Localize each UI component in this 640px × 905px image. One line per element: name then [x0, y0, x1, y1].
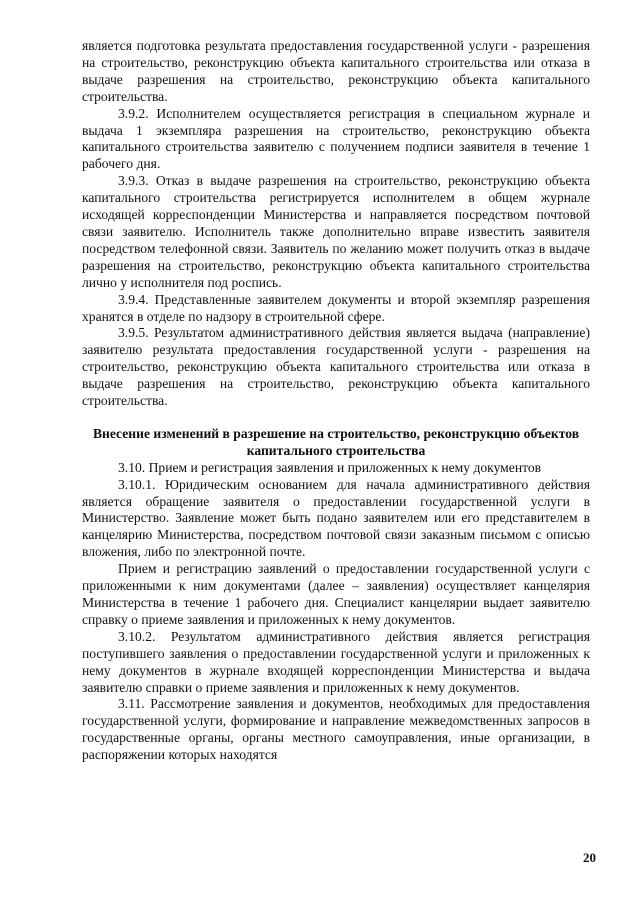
paragraph-continuation: является подготовка результата предоставления государственной услуги - разрешения на строительство, реконструкцию объекта капитального строительства или отказа в выдаче разрешения на строительство, реконструкцию объекта капитального строительства. [82, 38, 590, 104]
paragraph-registration: Прием и регистрацию заявлений о предоставлении государственной услуги с приложенными к ним документами (далее – заявления) осуществляет канцелярия Министерства в течение 1 рабочего дня. Специалист канцелярии выдает заявителю справку о приеме заявления и приложенных к нему документов. [82, 561, 590, 627]
paragraph-3-10-2: 3.10.2. Результатом административного действия является регистрация поступившего заявления о предоставлении государственной услуги и приложенных к нему документов в журнале входящей корреспонденции Министерства и выдача заявителю справки о приеме заявления и приложенных к нему документов. [82, 628, 590, 695]
paragraph-3-11: 3.11. Рассмотрение заявления и документов, необходимых для предоставления государственной услуги, формирование и направление межведомственных запросов в государственные органы, органы местного самоуправления, иные организации, в распоряжении которых находятся [82, 696, 590, 763]
paragraph-3-9-3: 3.9.3. Отказ в выдаче разрешения на строительство, реконструкцию объекта капитального строительства регистрируется исполнителем в общем журнале исходящей корреспонденции Министерства и направляется посредством почтовой связи заявителю. Исполнитель также дополнительно вправе известить заявителя посредством телефонной связи. Заявитель по желанию может получить отказ в выдаче разрешения на строительство, реконструкцию объекта капитального строительства лично у исполнителя под роспись. [82, 173, 590, 290]
paragraph-3-9-2: 3.9.2. Исполнителем осуществляется регистрация в специальном журнале и выдача 1 экземпляра разрешения на строительство, реконструкцию объекта капитального строительства заявителю с получением подписи заявителя в течение 1 рабочего дня. [82, 105, 590, 172]
section-spacer [82, 410, 590, 426]
paragraph-3-10: 3.10. Прием и регистрация заявления и приложенных к нему документов [118, 459, 542, 475]
page-number: 20 [583, 850, 596, 865]
paragraph-3-9-5: 3.9.5. Результатом административного действия является выдача (направление) заявителю результата предоставления государственной услуги - разрешения на строительство, реконструкцию объекта капитального строительства или отказа в выдаче разрешения на строительство, реконструкцию объекта капитального строительства. [82, 325, 590, 409]
paragraph-3-9-4: 3.9.4. Представленные заявителем документы и второй экземпляр разрешения хранятся в отделе по надзору в строительной сфере. [82, 291, 590, 324]
paragraph-3-10-1: 3.10.1. Юридическим основанием для начала административного действия является обращение заявителя о предоставлении государственной услуги в Министерство. Заявление может быть подано заявителем или его представителем в канцелярию Министерства, посредством почтовой связи заказным письмом с описью вложения, либо по электронной почте. [82, 476, 590, 560]
section-heading: Внесение изменений в разрешение на строительство, реконструкцию объектов капитального строительства [92, 425, 580, 458]
